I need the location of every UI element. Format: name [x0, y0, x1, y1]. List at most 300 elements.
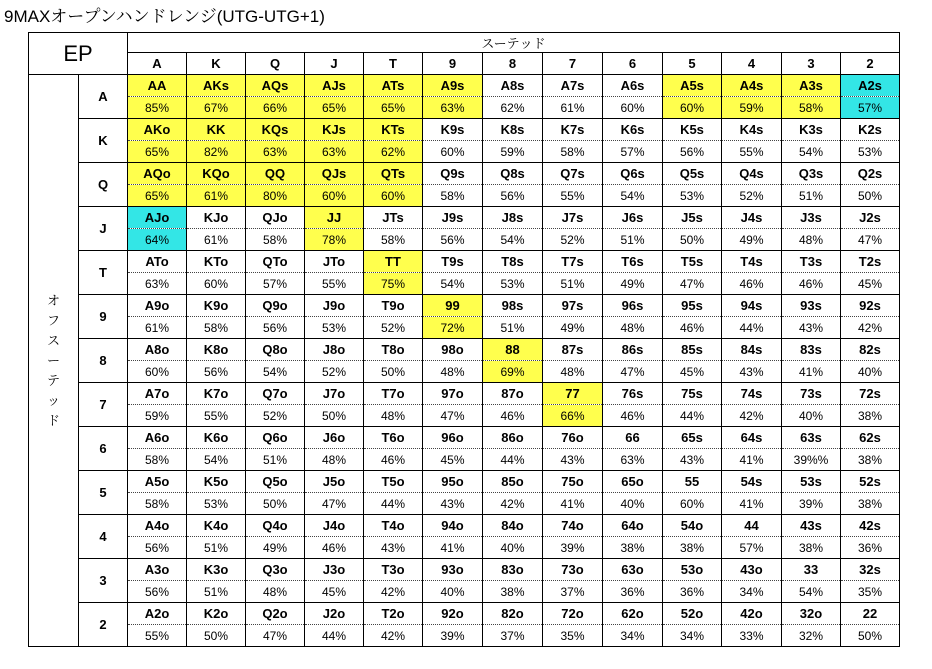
- rank-header-row: [29, 53, 900, 75]
- hand-cell: K5o: [187, 471, 246, 493]
- hand-percentage: 40%: [423, 581, 483, 603]
- hand-percentage: 43%: [423, 493, 483, 515]
- hand-cell: 73o: [543, 559, 603, 581]
- hand-percentage: 65%: [128, 141, 187, 163]
- hand-cell: 97o: [423, 383, 483, 405]
- row-header-K: K: [79, 119, 128, 163]
- column-header-9: 9: [423, 53, 483, 75]
- hand-cell: KQs: [246, 119, 305, 141]
- hand-cell: JTo: [305, 251, 364, 273]
- hand-cell: ATo: [128, 251, 187, 273]
- hand-cell: AQs: [246, 75, 305, 97]
- hand-cell: J3s: [782, 207, 841, 229]
- hand-percentage: 40%: [603, 493, 663, 515]
- hand-cell: KJo: [187, 207, 246, 229]
- hand-percentage: 56%: [483, 185, 543, 207]
- hand-cell: J2o: [305, 603, 364, 625]
- hand-cell: Q8s: [483, 163, 543, 185]
- hand-percentage: 42%: [483, 493, 543, 515]
- hand-cell: 74o: [543, 515, 603, 537]
- column-header-8: 8: [483, 53, 543, 75]
- column-header-2: 2: [841, 53, 900, 75]
- hand-cell: 83o: [483, 559, 543, 581]
- hand-cell: K6s: [603, 119, 663, 141]
- hand-cell: T8o: [364, 339, 423, 361]
- column-header-3: 3: [782, 53, 841, 75]
- hand-cell: JTs: [364, 207, 423, 229]
- hand-percentage: 64%: [128, 229, 187, 251]
- hand-cell: ATs: [364, 75, 423, 97]
- hand-cell: J7s: [543, 207, 603, 229]
- hand-percentage: 51%: [483, 317, 543, 339]
- hand-percentage: 80%: [246, 185, 305, 207]
- hand-percentage: 48%: [603, 317, 663, 339]
- hand-percentage: 47%: [305, 493, 364, 515]
- hand-percentage: 32%: [782, 625, 841, 647]
- hand-cell: J3o: [305, 559, 364, 581]
- pct-row-T: [29, 273, 900, 295]
- hand-cell: 44: [722, 515, 782, 537]
- hand-percentage: 52%: [543, 229, 603, 251]
- hand-cell: 75s: [663, 383, 722, 405]
- hand-percentage: 42%: [364, 581, 423, 603]
- hand-percentage: 53%: [305, 317, 364, 339]
- hand-percentage: 44%: [483, 449, 543, 471]
- hand-cell: K2o: [187, 603, 246, 625]
- hand-cell: T4s: [722, 251, 782, 273]
- hand-cell: 93s: [782, 295, 841, 317]
- hand-percentage: 58%: [246, 229, 305, 251]
- hand-cell: J8o: [305, 339, 364, 361]
- hand-percentage: 82%: [187, 141, 246, 163]
- hand-row-5: [29, 471, 900, 493]
- hand-cell: A4s: [722, 75, 782, 97]
- hand-percentage: 39%: [543, 537, 603, 559]
- hand-percentage: 75%: [364, 273, 423, 295]
- hand-percentage: 57%: [603, 141, 663, 163]
- hand-percentage: 57%: [246, 273, 305, 295]
- hand-row-8: [29, 339, 900, 361]
- hand-percentage: 34%: [603, 625, 663, 647]
- hand-cell: A2o: [128, 603, 187, 625]
- hand-percentage: 49%: [722, 229, 782, 251]
- hand-cell: Q8o: [246, 339, 305, 361]
- hand-percentage: 61%: [187, 185, 246, 207]
- pct-row-7: [29, 405, 900, 427]
- hand-percentage: 43%: [782, 317, 841, 339]
- hand-cell: AJs: [305, 75, 364, 97]
- hand-cell: T9o: [364, 295, 423, 317]
- hand-cell: QTo: [246, 251, 305, 273]
- hand-percentage: 51%: [782, 185, 841, 207]
- hand-percentage: 62%: [364, 141, 423, 163]
- hand-cell: 94s: [722, 295, 782, 317]
- hand-cell: 76s: [603, 383, 663, 405]
- hand-cell: K8s: [483, 119, 543, 141]
- hand-cell: 88: [483, 339, 543, 361]
- hand-percentage: 38%: [603, 537, 663, 559]
- hand-percentage: 45%: [841, 273, 900, 295]
- hand-percentage: 44%: [364, 493, 423, 515]
- hand-cell: AJo: [128, 207, 187, 229]
- hand-cell: 52o: [663, 603, 722, 625]
- hand-cell: 43s: [782, 515, 841, 537]
- hand-percentage: 56%: [187, 361, 246, 383]
- hand-percentage: 38%: [782, 537, 841, 559]
- hand-percentage: 40%: [782, 405, 841, 427]
- hand-cell: K6o: [187, 427, 246, 449]
- hand-cell: 42o: [722, 603, 782, 625]
- hand-cell: 84o: [483, 515, 543, 537]
- hand-percentage: 55%: [128, 625, 187, 647]
- hand-cell: Q6s: [603, 163, 663, 185]
- hand-percentage: 36%: [603, 581, 663, 603]
- hand-percentage: 54%: [483, 229, 543, 251]
- hand-cell: J6o: [305, 427, 364, 449]
- hand-cell: 87s: [543, 339, 603, 361]
- hand-percentage: 53%: [841, 141, 900, 163]
- hand-cell: 98s: [483, 295, 543, 317]
- hand-cell: Q2o: [246, 603, 305, 625]
- hand-cell: J8s: [483, 207, 543, 229]
- hand-cell: A8o: [128, 339, 187, 361]
- row-header-7: 7: [79, 383, 128, 427]
- row-header-4: 4: [79, 515, 128, 559]
- hand-row-K: [29, 119, 900, 141]
- hand-cell: J5s: [663, 207, 722, 229]
- hand-cell: T7s: [543, 251, 603, 273]
- hand-percentage: 48%: [543, 361, 603, 383]
- hand-cell: T4o: [364, 515, 423, 537]
- hand-cell: 87o: [483, 383, 543, 405]
- hand-percentage: 46%: [722, 273, 782, 295]
- hand-percentage: 46%: [663, 317, 722, 339]
- hand-percentage: 54%: [423, 273, 483, 295]
- hand-cell: JJ: [305, 207, 364, 229]
- hand-range-grid: [28, 32, 900, 647]
- hand-cell: A2s: [841, 75, 900, 97]
- hand-percentage: 46%: [305, 537, 364, 559]
- hand-percentage: 63%: [423, 97, 483, 119]
- hand-percentage: 43%: [722, 361, 782, 383]
- row-header-3: 3: [79, 559, 128, 603]
- hand-cell: T9s: [423, 251, 483, 273]
- hand-percentage: 35%: [841, 581, 900, 603]
- hand-percentage: 47%: [246, 625, 305, 647]
- hand-cell: 42s: [841, 515, 900, 537]
- hand-cell: K9s: [423, 119, 483, 141]
- hand-percentage: 42%: [841, 317, 900, 339]
- hand-cell: A9s: [423, 75, 483, 97]
- hand-percentage: 57%: [841, 97, 900, 119]
- hand-cell: 62o: [603, 603, 663, 625]
- hand-cell: K9o: [187, 295, 246, 317]
- hand-cell: QTs: [364, 163, 423, 185]
- hand-row-3: [29, 559, 900, 581]
- hand-percentage: 58%: [543, 141, 603, 163]
- hand-cell: 75o: [543, 471, 603, 493]
- hand-percentage: 55%: [305, 273, 364, 295]
- hand-cell: Q3o: [246, 559, 305, 581]
- hand-percentage: 39%%: [782, 449, 841, 471]
- hand-cell: T2o: [364, 603, 423, 625]
- hand-cell: 72s: [841, 383, 900, 405]
- hand-percentage: 41%: [722, 449, 782, 471]
- hand-percentage: 40%: [841, 361, 900, 383]
- column-header-7: 7: [543, 53, 603, 75]
- hand-percentage: 63%: [305, 141, 364, 163]
- hand-percentage: 63%: [603, 449, 663, 471]
- hand-percentage: 39%: [423, 625, 483, 647]
- hand-cell: K3s: [782, 119, 841, 141]
- hand-cell: T3o: [364, 559, 423, 581]
- hand-percentage: 55%: [187, 405, 246, 427]
- hand-percentage: 44%: [305, 625, 364, 647]
- hand-cell: KTo: [187, 251, 246, 273]
- hand-cell: K7s: [543, 119, 603, 141]
- pct-row-Q: [29, 185, 900, 207]
- hand-percentage: 58%: [423, 185, 483, 207]
- hand-percentage: 48%: [364, 405, 423, 427]
- hand-row-7: [29, 383, 900, 405]
- hand-cell: TT: [364, 251, 423, 273]
- hand-cell: Q7s: [543, 163, 603, 185]
- hand-percentage: 52%: [246, 405, 305, 427]
- hand-cell: 62s: [841, 427, 900, 449]
- hand-cell: 65o: [603, 471, 663, 493]
- hand-percentage: 41%: [543, 493, 603, 515]
- hand-percentage: 38%: [841, 405, 900, 427]
- hand-cell: Q6o: [246, 427, 305, 449]
- hand-cell: 52s: [841, 471, 900, 493]
- hand-percentage: 58%: [782, 97, 841, 119]
- hand-percentage: 38%: [663, 537, 722, 559]
- hand-cell: Q4o: [246, 515, 305, 537]
- hand-cell: 93o: [423, 559, 483, 581]
- hand-percentage: 61%: [543, 97, 603, 119]
- hand-cell: 77: [543, 383, 603, 405]
- hand-percentage: 49%: [603, 273, 663, 295]
- hand-percentage: 51%: [543, 273, 603, 295]
- pct-row-6: [29, 449, 900, 471]
- hand-percentage: 54%: [603, 185, 663, 207]
- hand-percentage: 39%: [782, 493, 841, 515]
- hand-percentage: 66%: [246, 97, 305, 119]
- pct-row-4: [29, 537, 900, 559]
- hand-percentage: 63%: [246, 141, 305, 163]
- hand-cell: J4s: [722, 207, 782, 229]
- hand-percentage: 47%: [423, 405, 483, 427]
- hand-percentage: 56%: [128, 581, 187, 603]
- hand-percentage: 85%: [128, 97, 187, 119]
- hand-percentage: 55%: [543, 185, 603, 207]
- hand-cell: 92o: [423, 603, 483, 625]
- hand-percentage: 54%: [246, 361, 305, 383]
- hand-percentage: 42%: [364, 625, 423, 647]
- hand-percentage: 63%: [128, 273, 187, 295]
- hand-cell: J9o: [305, 295, 364, 317]
- hand-cell: Q9o: [246, 295, 305, 317]
- hand-percentage: 41%: [423, 537, 483, 559]
- hand-cell: 63o: [603, 559, 663, 581]
- hand-percentage: 37%: [543, 581, 603, 603]
- hand-cell: J7o: [305, 383, 364, 405]
- hand-percentage: 46%: [364, 449, 423, 471]
- hand-cell: A5o: [128, 471, 187, 493]
- pct-row-8: [29, 361, 900, 383]
- hand-percentage: 53%: [483, 273, 543, 295]
- hand-cell: 73s: [782, 383, 841, 405]
- hand-cell: A7s: [543, 75, 603, 97]
- hand-cell: K4s: [722, 119, 782, 141]
- hand-percentage: 41%: [782, 361, 841, 383]
- hand-cell: AKs: [187, 75, 246, 97]
- hand-cell: A5s: [663, 75, 722, 97]
- hand-cell: Q5o: [246, 471, 305, 493]
- hand-cell: K4o: [187, 515, 246, 537]
- row-header-2: 2: [79, 603, 128, 647]
- hand-cell: AKo: [128, 119, 187, 141]
- hand-percentage: 58%: [128, 493, 187, 515]
- hand-cell: K2s: [841, 119, 900, 141]
- hand-percentage: 50%: [841, 185, 900, 207]
- hand-cell: J6s: [603, 207, 663, 229]
- hand-cell: 32o: [782, 603, 841, 625]
- hand-percentage: 44%: [663, 405, 722, 427]
- hand-cell: T6o: [364, 427, 423, 449]
- hand-cell: A7o: [128, 383, 187, 405]
- hand-cell: QJs: [305, 163, 364, 185]
- hand-cell: T7o: [364, 383, 423, 405]
- hand-cell: 85s: [663, 339, 722, 361]
- row-header-5: 5: [79, 471, 128, 515]
- hand-percentage: 34%: [722, 581, 782, 603]
- pct-row-K: [29, 141, 900, 163]
- hand-cell: 63s: [782, 427, 841, 449]
- hand-percentage: 65%: [128, 185, 187, 207]
- row-header-Q: Q: [79, 163, 128, 207]
- hand-percentage: 52%: [305, 361, 364, 383]
- hand-percentage: 46%: [782, 273, 841, 295]
- hand-percentage: 60%: [603, 97, 663, 119]
- hand-percentage: 60%: [663, 493, 722, 515]
- hand-cell: 76o: [543, 427, 603, 449]
- hand-percentage: 58%: [128, 449, 187, 471]
- hand-cell: 86s: [603, 339, 663, 361]
- hand-cell: KJs: [305, 119, 364, 141]
- hand-percentage: 45%: [663, 361, 722, 383]
- hand-percentage: 38%: [841, 493, 900, 515]
- hand-percentage: 61%: [187, 229, 246, 251]
- hand-cell: 82s: [841, 339, 900, 361]
- hand-cell: T8s: [483, 251, 543, 273]
- hand-percentage: 41%: [722, 493, 782, 515]
- hand-percentage: 36%: [841, 537, 900, 559]
- hand-row-4: [29, 515, 900, 537]
- hand-cell: Q9s: [423, 163, 483, 185]
- hand-cell: AQo: [128, 163, 187, 185]
- hand-cell: Q7o: [246, 383, 305, 405]
- hand-cell: K5s: [663, 119, 722, 141]
- hand-cell: T5o: [364, 471, 423, 493]
- hand-cell: KTs: [364, 119, 423, 141]
- hand-cell: J2s: [841, 207, 900, 229]
- hand-percentage: 60%: [128, 361, 187, 383]
- hand-percentage: 54%: [782, 141, 841, 163]
- hand-percentage: 38%: [841, 449, 900, 471]
- hand-percentage: 51%: [187, 581, 246, 603]
- hand-cell: J9s: [423, 207, 483, 229]
- hand-cell: 85o: [483, 471, 543, 493]
- hand-percentage: 34%: [663, 625, 722, 647]
- hand-cell: 95o: [423, 471, 483, 493]
- hand-percentage: 47%: [841, 229, 900, 251]
- row-header-J: J: [79, 207, 128, 251]
- hand-row-J: [29, 207, 900, 229]
- hand-percentage: 51%: [187, 537, 246, 559]
- hand-cell: 96s: [603, 295, 663, 317]
- hand-cell: 55: [663, 471, 722, 493]
- hand-percentage: 51%: [603, 229, 663, 251]
- hand-cell: QQ: [246, 163, 305, 185]
- hand-cell: K8o: [187, 339, 246, 361]
- hand-percentage: 78%: [305, 229, 364, 251]
- hand-cell: QJo: [246, 207, 305, 229]
- hand-percentage: 49%: [246, 537, 305, 559]
- hand-percentage: 56%: [128, 537, 187, 559]
- hand-percentage: 67%: [187, 97, 246, 119]
- hand-cell: Q5s: [663, 163, 722, 185]
- column-header-K: K: [187, 53, 246, 75]
- hand-cell: A6s: [603, 75, 663, 97]
- pct-row-3: [29, 581, 900, 603]
- hand-percentage: 61%: [128, 317, 187, 339]
- hand-cell: 22: [841, 603, 900, 625]
- hand-percentage: 60%: [663, 97, 722, 119]
- hand-percentage: 43%: [663, 449, 722, 471]
- column-header-A: A: [128, 53, 187, 75]
- pct-row-J: [29, 229, 900, 251]
- hand-percentage: 57%: [722, 537, 782, 559]
- hand-percentage: 56%: [423, 229, 483, 251]
- hand-cell: 64s: [722, 427, 782, 449]
- hand-cell: T2s: [841, 251, 900, 273]
- row-header-9: 9: [79, 295, 128, 339]
- hand-cell: 92s: [841, 295, 900, 317]
- offsuit-label: オ フ ス ー テ ッ ド: [29, 75, 79, 647]
- hand-percentage: 50%: [305, 405, 364, 427]
- column-header-T: T: [364, 53, 423, 75]
- hand-cell: T3s: [782, 251, 841, 273]
- pct-row-2: [29, 625, 900, 647]
- hand-cell: 43o: [722, 559, 782, 581]
- hand-percentage: 53%: [187, 493, 246, 515]
- hand-percentage: 52%: [364, 317, 423, 339]
- suited-header: スーテッド: [128, 33, 900, 53]
- hand-percentage: 46%: [483, 405, 543, 427]
- hand-cell: 94o: [423, 515, 483, 537]
- hand-percentage: 53%: [663, 185, 722, 207]
- hand-percentage: 56%: [663, 141, 722, 163]
- hand-percentage: 43%: [364, 537, 423, 559]
- hand-percentage: 45%: [423, 449, 483, 471]
- row-header-T: T: [79, 251, 128, 295]
- hand-row-T: [29, 251, 900, 273]
- hand-percentage: 60%: [364, 185, 423, 207]
- hand-cell: Q4s: [722, 163, 782, 185]
- hand-percentage: 33%: [722, 625, 782, 647]
- hand-cell: A4o: [128, 515, 187, 537]
